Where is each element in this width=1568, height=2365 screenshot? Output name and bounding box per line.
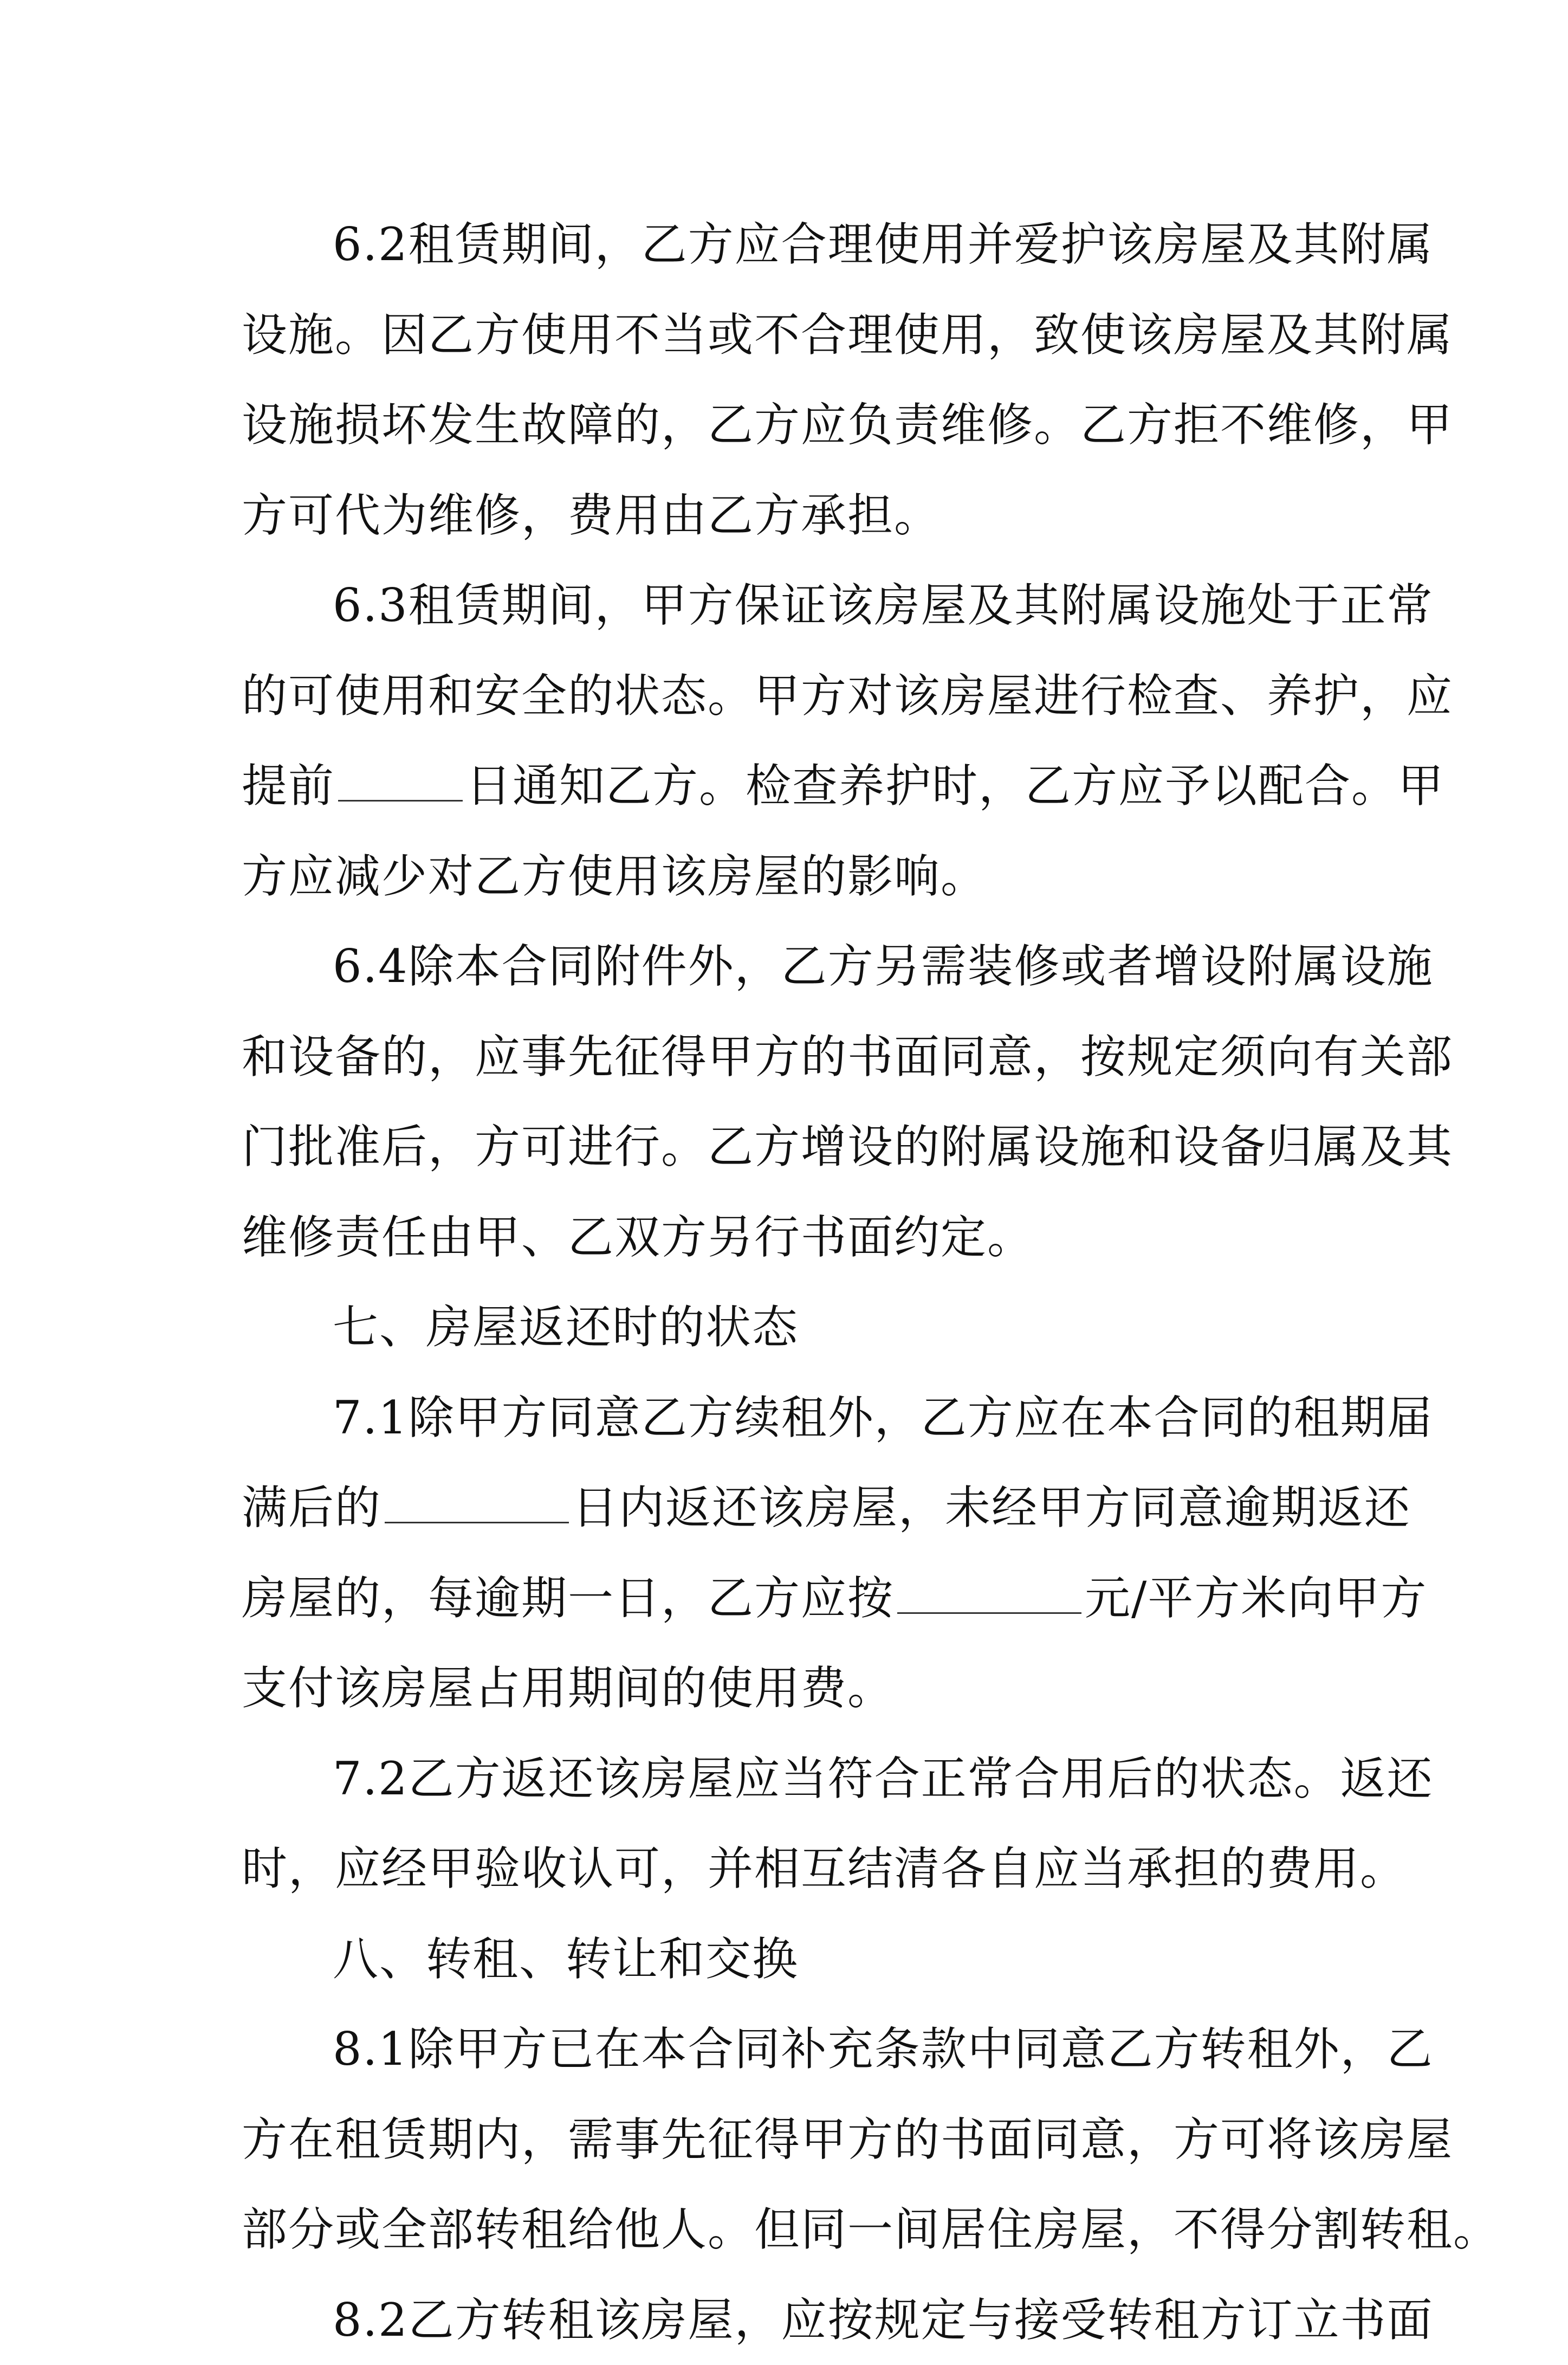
text-run: 元/平方米向甲方 [1085,1572,1427,1625]
clause-6-2-line-3 [242,380,1331,470]
clause-8-1-line-2 [242,2095,1331,2185]
text-run: 方应减少对乙方使用该房屋的影响。 [242,850,987,903]
text-run: 6.2租赁期间，乙方应合理使用并爱护该房屋及其附属 [333,218,1434,271]
text-run: 设施。因乙方使用不当或不合理使用，致使该房屋及其附属 [242,308,1453,361]
text-run: 8.1除甲方已在本合同补充条款中同意乙方转租外，乙 [333,2022,1434,2076]
clause-6-2-line-2 [242,290,1331,380]
text-run: 方可代为维修，费用由乙方承担。 [242,489,941,542]
clause-6-3-line-4 [242,831,1331,922]
section-8-heading [242,1914,1331,2005]
clause-6-4-line-3 [242,1102,1331,1192]
clause-7-1-line-3 [242,1553,1331,1644]
text-run: 7.2乙方返还该房屋应当符合正常合用后的状态。返还 [333,1752,1434,1805]
clause-6-4-line-2 [242,1012,1331,1102]
text-run: 7.1除甲方同意乙方续租外，乙方应在本合同的租期届 [333,1391,1434,1444]
fill-in-blank [338,762,463,802]
text-run: 七、房屋返还时的状态 [333,1301,799,1354]
contract-text-body [242,199,1331,2365]
text-run: 日通知乙方。检查养护时，乙方应予以配合。甲 [466,759,1444,812]
text-run: 和设备的，应事先征得甲方的书面同意，按规定须向有关部 [242,1030,1453,1083]
text-run: 房屋的，每逾期一日，乙方应按 [242,1572,894,1625]
text-run: 设施损坏发生故障的，乙方应负责维修。乙方拒不维修，甲 [242,398,1453,451]
text-run: 6.3租赁期间，甲方保证该房屋及其附属设施处于正常 [333,579,1434,632]
clause-6-3-line-2 [242,651,1331,741]
clause-8-2-line-1 [242,2275,1331,2365]
text-run: 方在租赁期内，需事先征得甲方的书面同意，方可将该房屋 [242,2113,1453,2166]
fill-in-blank [385,1484,569,1523]
clause-6-3-line-1 [242,560,1331,651]
text-run: 八、转租、转让和交换 [333,1933,799,1986]
text-run: 6.4除本合同附件外，乙方另需装修或者增设附属设施 [333,940,1434,993]
text-run: 满后的 [242,1481,381,1534]
clause-6-4-line-4 [242,1192,1331,1283]
text-run: 部分或全部转租给他人。但同一间居住房屋，不得分割转租。 [242,2203,1500,2256]
clause-7-1-line-1 [242,1373,1331,1463]
text-run: 8.2乙方转租该房屋，应按规定与接受转租方订立书面 [333,2293,1434,2347]
clause-8-1-line-3 [242,2185,1331,2275]
text-run: 日内返还该房屋，未经甲方同意逾期返还 [572,1481,1411,1534]
clause-7-2-line-2 [242,1824,1331,1914]
clause-7-2-line-1 [242,1734,1331,1824]
section-7-heading [242,1282,1331,1373]
clause-8-1-line-1 [242,2004,1331,2095]
clause-6-4-line-1 [242,921,1331,1012]
text-run: 支付该房屋占用期间的使用费。 [242,1662,894,1715]
fill-in-blank [897,1574,1081,1614]
text-run: 维修责任由甲、乙双方另行书面约定。 [242,1211,1034,1264]
text-run: 的可使用和安全的状态。甲方对该房屋进行检查、养护，应 [242,669,1453,722]
clause-6-2-line-4 [242,470,1331,561]
text-run: 门批准后，方可进行。乙方增设的附属设施和设备归属及其 [242,1120,1453,1173]
clause-7-1-line-4 [242,1643,1331,1734]
clause-7-1-line-2 [242,1463,1331,1553]
clause-6-3-line-3 [242,741,1331,831]
text-run: 时，应经甲验收认可，并相互结清各自应当承担的费用。 [242,1842,1407,1895]
text-run: 提前 [242,759,335,812]
clause-6-2-line-1 [242,199,1331,290]
